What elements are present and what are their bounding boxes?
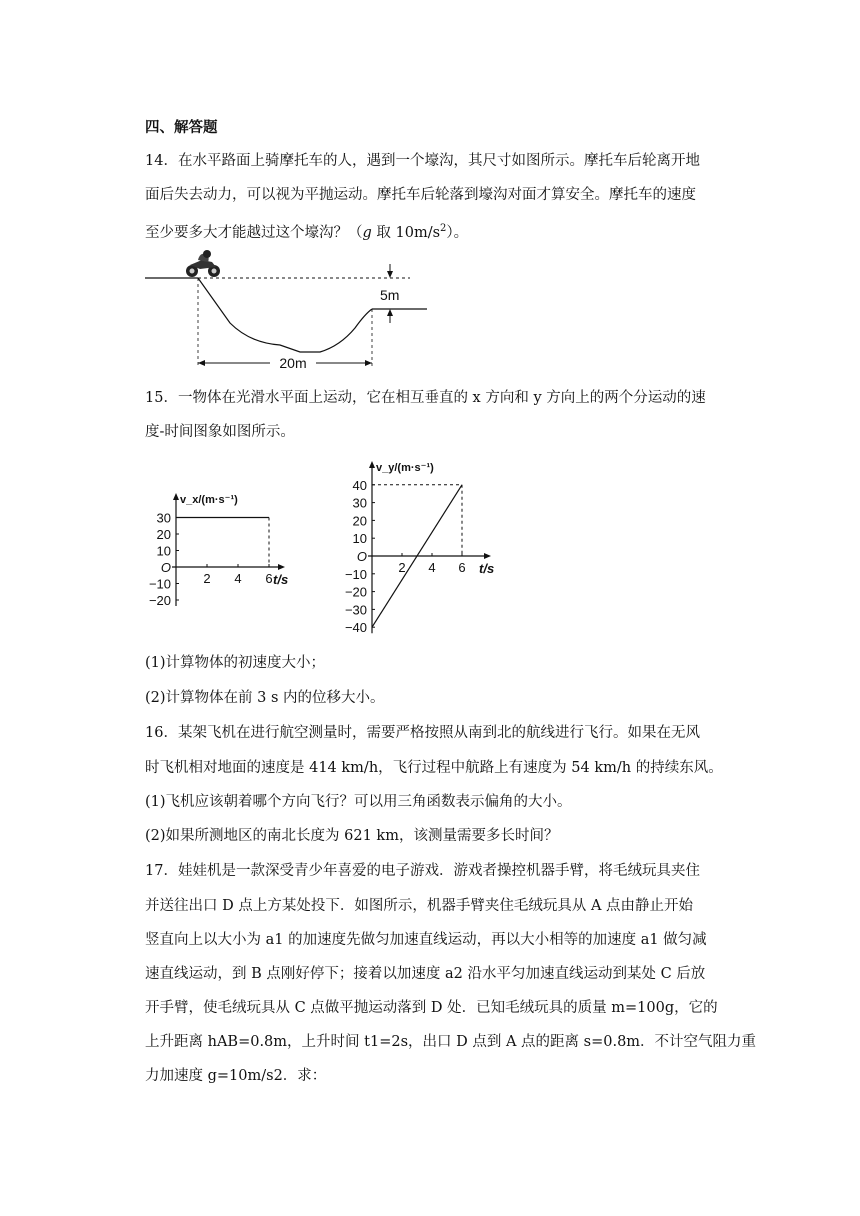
x-tick-label: 4: [428, 560, 436, 575]
q15-sub2: (2)计算物体在前 3 s 内的位移大小。: [145, 690, 385, 706]
q17-line1: 17．娃娃机是一款深受青少年喜爱的电子游戏．游戏者操控机器手臂，将毛绒玩具夹住: [145, 863, 700, 879]
vx-chart: [143, 485, 318, 610]
y-tick-label: −40: [344, 620, 367, 635]
q17-line5: 开手臂，使毛绒玩具从 C 点做平抛运动落到 D 处．已知毛绒玩具的质量 m=100g，它的: [145, 1000, 718, 1016]
ditch-height-label: 5m: [380, 287, 400, 303]
q15-line2: 度-时间图象如图所示。: [145, 424, 295, 440]
vy-chart: [340, 455, 510, 635]
q17-line7: 力加速度 g=10m/s2．求：: [145, 1068, 327, 1084]
ditch-width-label: 20m: [279, 355, 307, 371]
motorcycle-icon: [186, 250, 220, 277]
x-tick-label: 6: [458, 560, 466, 575]
q14-line1: 14．在水平路面上骑摩托车的人，遇到一个壕沟，其尺寸如图所示。摩托车后轮离开地: [145, 153, 700, 169]
x-axis-label: t/s: [273, 572, 289, 587]
y-tick-label: −20: [344, 584, 367, 600]
x-tick-label: 6: [265, 571, 273, 586]
x-axis-arrow: [278, 564, 285, 570]
y-tick-label: 20: [352, 513, 367, 529]
x-tick-label: 2: [398, 560, 406, 575]
q15-sub1: (1)计算物体的初速度大小；: [145, 655, 326, 671]
q14-line3: 至少要多大才能越过这个壕沟？（g 取 $10m/s^2$）。: [145, 223, 469, 241]
y-axis-arrow: [369, 461, 375, 468]
y-tick-label: −10: [148, 576, 171, 592]
y-tick-label: 30: [156, 510, 171, 526]
y-tick-label: −10: [344, 566, 367, 582]
y-axis-label: v_y/(m·s⁻¹): [376, 462, 434, 474]
y-tick-label: O: [160, 560, 171, 575]
y-tick-label: −20: [148, 593, 171, 608]
q14-line2: 面后失去动力，可以视为平抛运动。摩托车后轮落到壕沟对面才算安全。摩托车的速度: [145, 187, 696, 203]
y-axis-label: v_x/(m·s⁻¹): [180, 494, 238, 506]
ditch-figure: [140, 248, 440, 373]
y-tick-label: 10: [352, 531, 367, 547]
y-tick-label: 40: [352, 477, 367, 493]
q17-line6: 上升距离 hAB=0.8m，上升时间 t1=2s，出口 D 点到 A 点的距离 s=0.8m．不计空气阻力重: [145, 1034, 757, 1050]
y-axis-arrow: [173, 493, 179, 500]
y-tick-label: O: [356, 549, 367, 564]
q16-line2: 时飞机相对地面的速度是 414 km/h，飞行过程中航路上有速度为 54 km/h 的持续东风。: [145, 760, 723, 776]
x-axis-label: t/s: [479, 561, 495, 576]
x-tick-label: 4: [234, 571, 242, 586]
y-tick-label: 30: [352, 495, 367, 511]
q17-line2: 并送往出口 D 点上方某处投下．如图所示，机器手臂夹住毛绒玩具从 A 点由静止开始: [145, 898, 694, 914]
section-heading: 四、解答题: [145, 120, 218, 136]
q16-sub2: (2)如果所测地区的南北长度为 621 km，该测量需要多长时间？: [145, 828, 559, 844]
q16-sub1: (1)飞机应该朝着哪个方向飞行？可以用三角函数表示偏角的大小。: [145, 794, 572, 810]
y-tick-label: 10: [156, 543, 171, 559]
q15-line1: 15．一物体在光滑水平面上运动，它在相互垂直的 x 方向和 y 方向上的两个分运动的速: [145, 390, 706, 406]
q17-line3: 竖直向上以大小为 a1 的加速度先做匀加速直线运动，再以大小相等的加速度 a1 做匀减: [145, 932, 707, 948]
y-tick-label: 20: [156, 527, 171, 542]
x-axis-arrow: [484, 553, 491, 559]
q17-line4: 速直线运动，到 B 点刚好停下；接着以加速度 a2 沿水平匀加速直线运动到某处 C 后放: [145, 966, 706, 982]
y-tick-label: −30: [344, 602, 367, 618]
x-tick-label: 2: [203, 571, 211, 586]
q16-line1: 16．某架飞机在进行航空测量时，需要严格按照从南到北的航线进行飞行。如果在无风: [145, 725, 700, 741]
